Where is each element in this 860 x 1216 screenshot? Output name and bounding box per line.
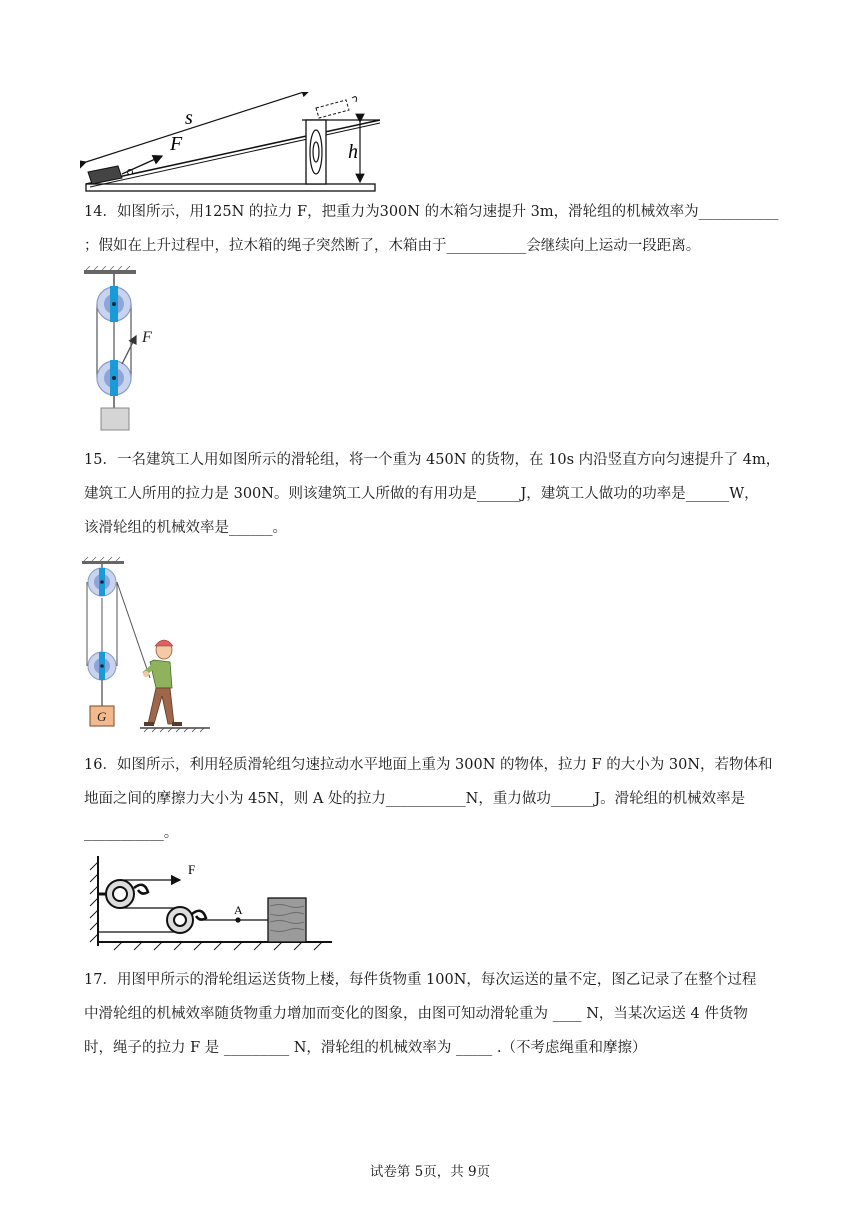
label-F: F [170, 133, 183, 155]
q16-line3: ___________。 [84, 825, 179, 841]
q16-label-F: F [188, 862, 196, 877]
page-footer: 试卷第 5页，共 9页 [369, 1164, 491, 1180]
q17-line2: 中滑轮组的机械效率随货物重力增加而变化的图象，由图可知动滑轮重为 ____ N，当某次运送 4 件货物 [84, 1006, 748, 1022]
ceiling [82, 561, 124, 564]
load-block [101, 408, 129, 430]
q16-line1: 16．如图所示，利用轻质滑轮组匀速拉动水平地面上重为 300N 的物体，拉力 F 的大小为 30N，若物体和 [84, 757, 773, 773]
q17-line1: 17．用图甲所示的滑轮组运送货物上楼，每件货物重 100N，每次运送的量不定，图乙记录了在整个过程 [84, 972, 757, 988]
label-h: h [348, 141, 358, 163]
ceiling [84, 270, 136, 274]
q14-line2: ；假如在上升过程中，拉木箱的绳子突然断了，木箱由于___________会继续向上运动一段距离。 [84, 238, 701, 254]
q15-line1: 15．一名建筑工人用如图所示的滑轮组，将一个重为 450N 的货物，在 10s 内沿竖直方向匀速提升了 4m， [84, 452, 781, 468]
wooden-block [268, 898, 306, 942]
q16-line2: 地面之间的摩擦力大小为 45N，则 A 处的拉力___________N，重力做功______J。滑轮组的机械效率是 [84, 791, 746, 807]
label-s: s [185, 107, 193, 129]
q15-line2: 建筑工人所用的拉力是 300N。则该建筑工人所做的有用功是______J，建筑工人做功的功率是______W， [84, 486, 759, 502]
q14-line1: 14．如图所示，用125N 的拉力 F，把重力为300N 的木箱匀速提升 3m，滑轮组的机械效率为___________ [84, 204, 779, 220]
pull-rope [117, 582, 150, 678]
q15-line3: 该滑轮组的机械效率是______。 [84, 520, 287, 536]
ground-base [86, 184, 375, 191]
s-dimension [86, 92, 310, 162]
q14-label-F: F [142, 329, 152, 346]
q16-label-A: A [234, 903, 243, 917]
box-dashed [316, 100, 349, 118]
q17-line3: 时，绳子的拉力 F 是 _________ N，滑轮组的机械效率为 _____ .（不考虑绳重和摩擦） [84, 1040, 647, 1056]
q15-worker-figure [80, 556, 212, 738]
q15-label-G: G [97, 709, 107, 724]
q16-horizontal-pulley-figure [84, 852, 336, 952]
pull-rope [122, 336, 136, 364]
q14-pulley-figure [84, 266, 164, 436]
incline-figure [80, 92, 385, 196]
